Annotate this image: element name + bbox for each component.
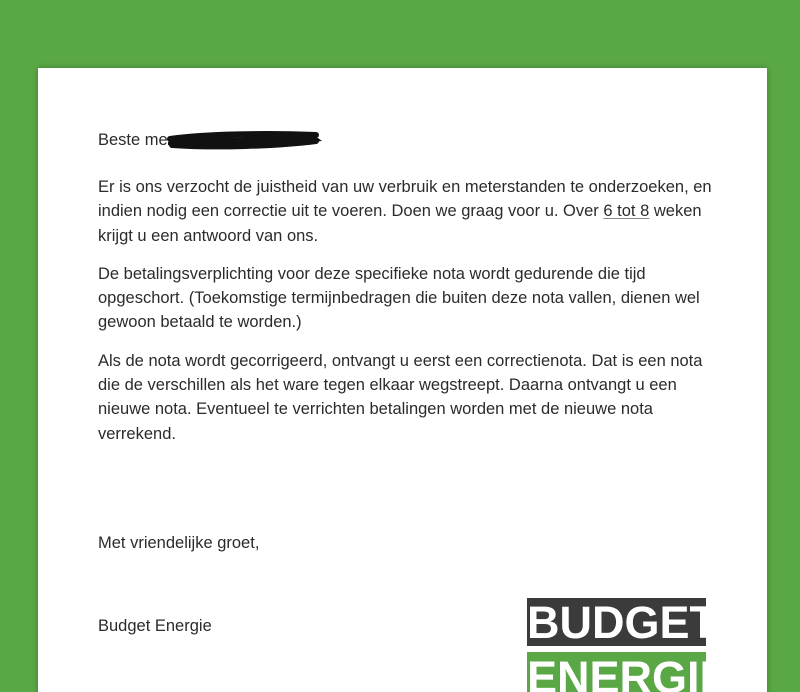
letter-body — [98, 128, 723, 460]
greeting-text: Beste me — [98, 131, 168, 149]
paragraph-1 — [98, 175, 723, 248]
paragraph-1-text-a: Er is ons verzocht de juistheid van uw verbruik en meterstanden te onderzoeken, en indien nodig een correctie uit te voeren. Doen we graag voor u. Over — [98, 178, 712, 221]
period-link[interactable]: 6 tot 8 — [603, 202, 650, 221]
paragraph-2: De betalingsverplichting voor deze specifieke nota wordt gedurende die tijd opgeschort. (Toekomstige termijnbedragen die buiten deze nota vallen, dienen wel gewoon betaald te worden.) — [98, 264, 700, 332]
paragraph-3: Als de nota wordt gecorrigeerd, ontvangt u eerst een correctienota. Dat is een nota die de verschillen als het ware tegen elkaar wegstreept. Daarna ontvangt u een nieuwe nota. Eventueel te verrichten betalingen worden met de nieuwe nota verrekend. — [98, 351, 703, 443]
logo-line-1: BUDGET — [527, 597, 717, 648]
greeting — [98, 128, 723, 152]
signature: Budget Energie — [98, 617, 212, 635]
redaction-mark — [166, 129, 324, 151]
letter-card — [38, 68, 767, 692]
logo-line-2: ENERGIE — [527, 652, 706, 692]
paragraph-1-text-b: weken krijgt u een antwoord van ons. — [98, 202, 702, 245]
budget-energie-logo — [527, 597, 730, 692]
closing-line: Met vriendelijke groet, — [98, 534, 260, 552]
